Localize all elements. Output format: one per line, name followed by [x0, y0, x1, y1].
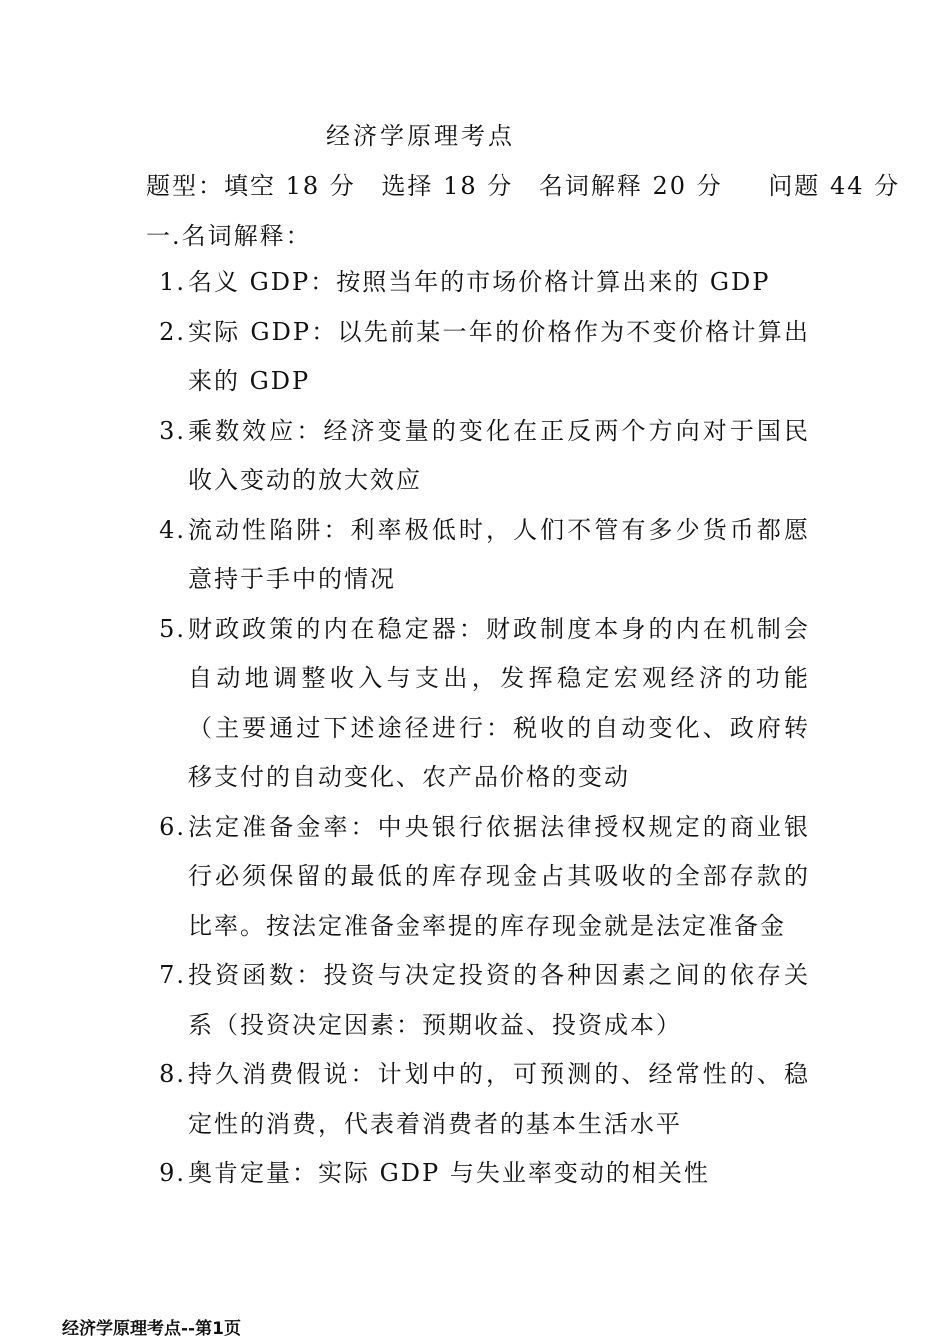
definition-item [150, 506, 810, 605]
definition-item [150, 407, 810, 506]
definition-text: 持久消费假说：计划中的，可预测的、经常性的、稳定性的消费，代表着消费者的基本生活水平 [188, 1060, 810, 1138]
definition-text: 实际 GDP：以先前某一年的价格作为不变价格计算出来的 GDP [188, 317, 810, 395]
definition-number: 3. [159, 416, 186, 445]
section-heading: 一.名词解释： [146, 222, 312, 250]
document-title: 经济学原理考点 [326, 122, 515, 150]
question-types-line [146, 166, 916, 201]
definition-item [150, 803, 810, 952]
definition-item [150, 1050, 810, 1149]
definition-text: 流动性陷阱：利率极低时，人们不管有多少货币都愿意持于手中的情况 [188, 515, 810, 593]
definition-item [150, 258, 810, 308]
definition-text: 财政政策的内在稳定器：财政制度本身的内在机制会自动地调整收入与支出，发挥稳定宏观经济的功能（主要通过下述途径进行：税收的自动变化、政府转移支付的自动变化、农产品价格的变动 [188, 614, 810, 791]
definition-number: 6. [159, 812, 186, 841]
definition-text: 名义 GDP：按照当年的市场价格计算出来的 GDP [188, 268, 771, 296]
question-type-choice: 选择 18 分 [381, 172, 514, 200]
definition-number: 8. [159, 1060, 186, 1088]
definition-text: 奥肯定量：实际 GDP 与失业率变动的相关性 [188, 1159, 710, 1187]
definition-number: 7. [159, 961, 186, 989]
question-type-fill-blank: 题型：填空 18 分 [146, 172, 356, 200]
definition-text: 乘数效应：经济变量的变化在正反两个方向对于国民收入变动的放大效应 [188, 416, 810, 494]
definition-item [150, 308, 810, 407]
definition-number: 5. [159, 614, 186, 643]
definition-number: 1. [159, 268, 186, 296]
page-footer: 经济学原理考点--第1页 [62, 1319, 241, 1339]
definition-item [150, 1149, 810, 1199]
definition-text: 法定准备金率：中央银行依据法律授权规定的商业银行必须保留的最低的库存现金占其吸收的全部存款的比率。按法定准备金率提的库存现金就是法定准备金 [188, 812, 810, 940]
definition-item [150, 605, 810, 803]
definition-item [150, 951, 810, 1050]
definition-number: 2. [159, 317, 186, 346]
definition-text: 投资函数：投资与决定投资的各种因素之间的依存关系（投资决定因素：预期收益、投资成本） [188, 961, 810, 1039]
definition-number: 9. [159, 1159, 186, 1187]
question-type-terms: 名词解释 20 分 [538, 172, 723, 200]
question-type-questions: 问题 44 分 [768, 172, 901, 200]
definition-number: 4. [159, 515, 186, 544]
definition-list [150, 258, 810, 1199]
